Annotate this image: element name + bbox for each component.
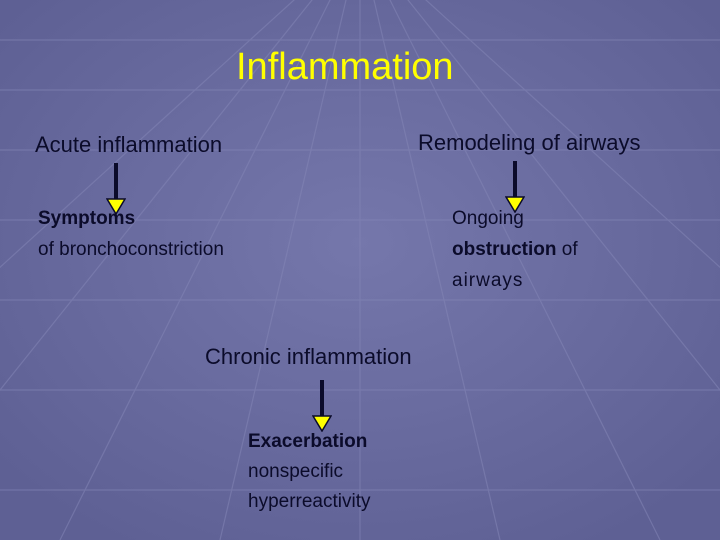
slide-title: Inflammation: [236, 46, 454, 88]
obstruction-label: obstruction: [452, 239, 557, 260]
nonspecific-label: nonspecific: [248, 461, 344, 482]
chronic-inflammation-heading: Chronic inflammation: [205, 344, 412, 369]
arrow-down-icon: [312, 380, 332, 432]
obstruction-of-label: of: [556, 239, 578, 260]
symptoms-label: Symptoms: [38, 208, 136, 229]
obstruction-line: [452, 234, 578, 266]
remodeling-heading: Remodeling of airways: [418, 130, 641, 155]
ongoing-label: Ongoing: [452, 208, 524, 229]
bronchoconstriction-label: of bronchoconstriction: [38, 239, 224, 260]
exacerbation-label: Exacerbation: [248, 431, 368, 452]
airways-label: airways: [452, 270, 524, 291]
hyperreactivity-label: hyperreactivity: [248, 491, 371, 512]
acute-inflammation-heading: Acute inflammation: [35, 132, 223, 157]
